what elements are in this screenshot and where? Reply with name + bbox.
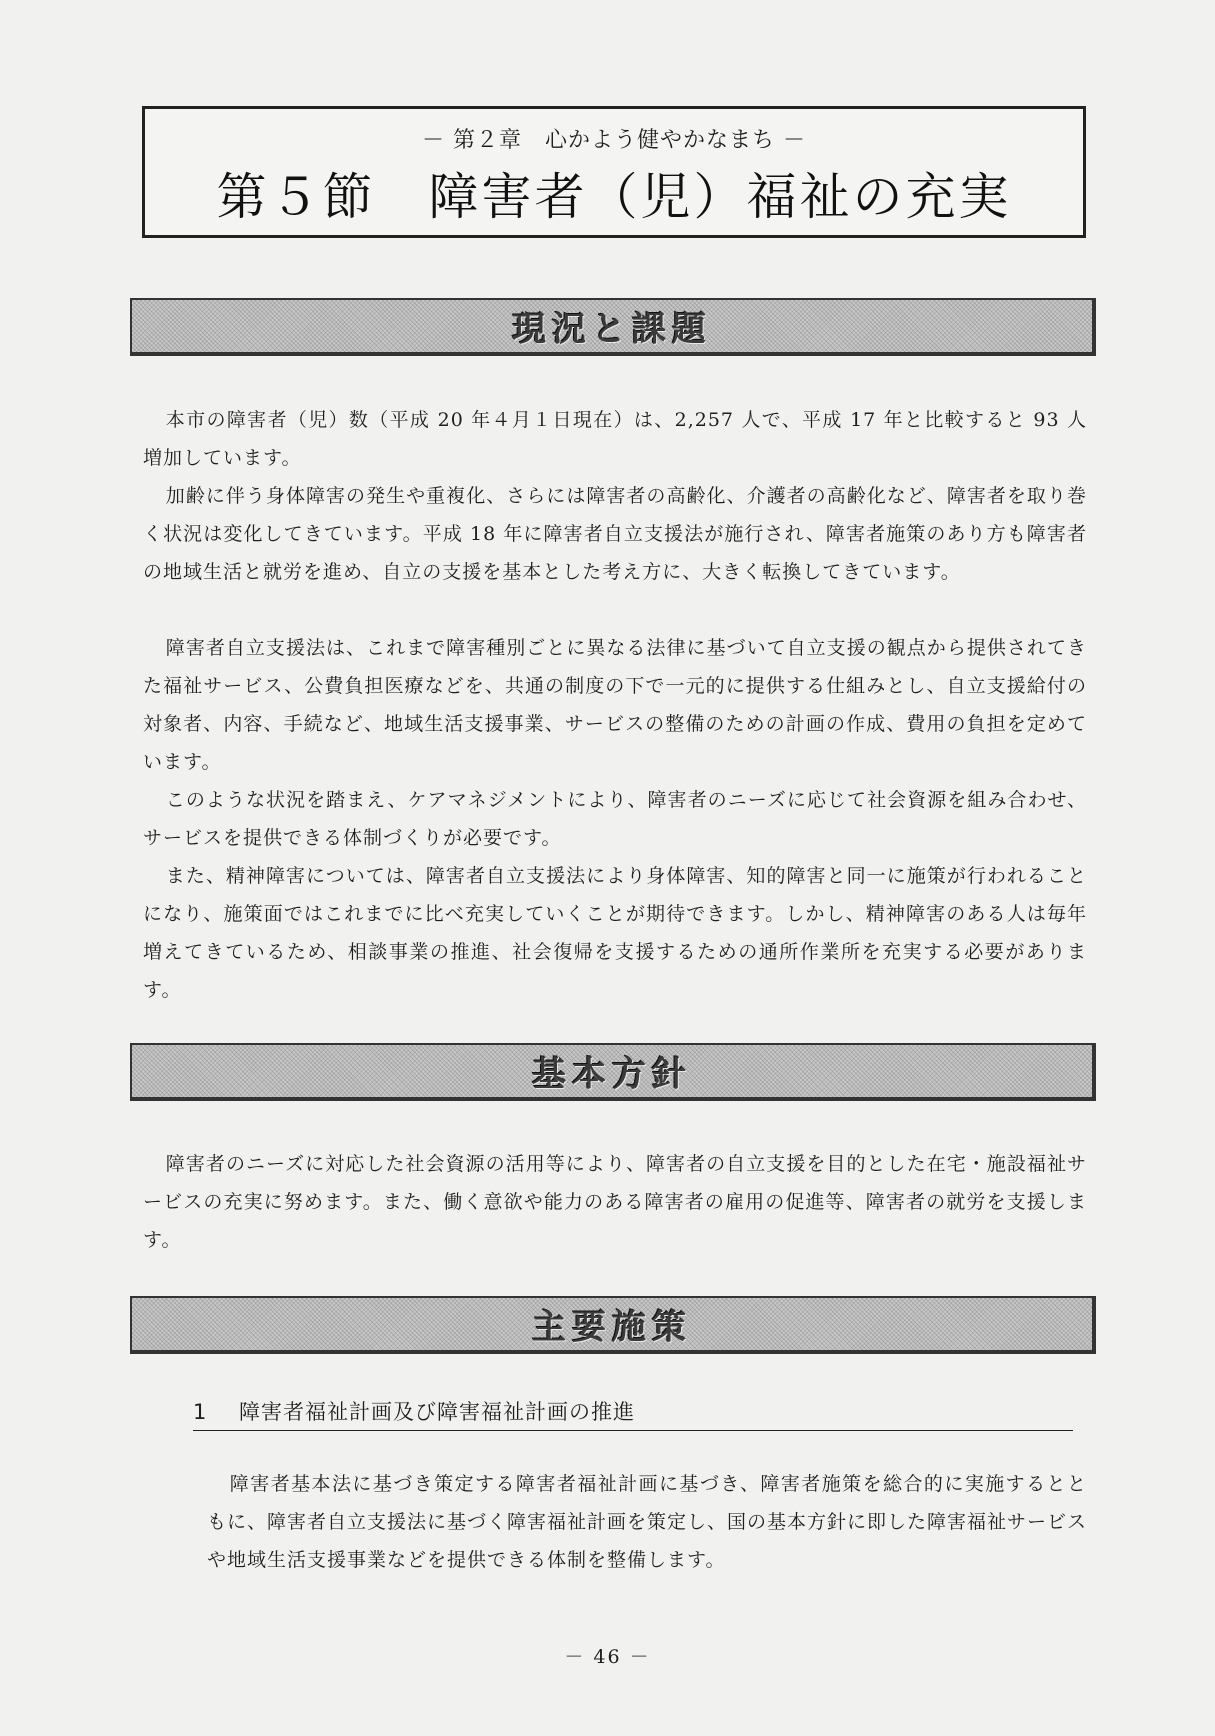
banner-heading: 主要施策: [532, 1307, 692, 1348]
banner-heading: 基本方針: [532, 1054, 692, 1095]
paragraph: このような状況を踏まえ、ケアマネジメントにより、障害者のニーズに応じて社会資源を組み合わせ、サービスを提供できる体制づくりが必要です。: [143, 789, 1087, 849]
chapter-label: － 第２章 心かよう健やかなまち －: [422, 128, 806, 153]
section-banner-current-situation: [130, 298, 1096, 356]
measure-title: 障害者福祉計画及び障害福祉計画の推進: [239, 1400, 635, 1424]
title-box: [142, 106, 1086, 238]
paragraph: 障害者のニーズに対応した社会資源の活用等により、障害者の自立支援を目的とした在宅・施設福祉サービスの充実に努めます。また、働く意欲や能力のある障害者の雇用の促進等、障害者の就労を支援します。: [143, 1153, 1087, 1251]
page-number: － 46 －: [564, 1646, 651, 1668]
banner-heading: 現況と課題: [512, 309, 712, 350]
paragraph: 障害者自立支援法は、これまで障害種別ごとに異なる法律に基づいて自立支援の観点から提供されてきた福祉サービス、公費負担医療などを、共通の制度の下で一元的に提供する仕組みとし、自立支援給付の対象者、内容、手続など、地域生活支援事業、サービスの整備のための計画の作成、費用の負担を定めています。: [143, 637, 1087, 773]
measure-paragraph: 障害者基本法に基づき策定する障害者福祉計画に基づき、障害者施策を総合的に実施するとともに、障害者自立支援法に基づく障害福祉計画を策定し、国の基本方針に即した障害福祉サービスや地域生活支援事業などを提供できる体制を整備します。: [207, 1473, 1088, 1571]
section-title: 第５節 障害者（児）福祉の充実: [216, 168, 1012, 226]
section-banner-basic-policy: [130, 1043, 1096, 1101]
measure-number: 1: [193, 1400, 208, 1424]
paragraph: また、精神障害については、障害者自立支援法により身体障害、知的障害と同一に施策が行われることになり、施策面ではこれまでに比べ充実していくことが期待できます。しかし、精神障害のある人は毎年増えてきているため、相談事業の推進、社会復帰を支援するための通所作業所を充実する必要があります。: [143, 865, 1087, 1001]
paragraph: 本市の障害者（児）数（平成 20 年４月１日現在）は、2,257 人で、平成 17 年と比較すると 93 人増加しています。: [143, 409, 1087, 469]
measure-heading: [193, 1396, 1073, 1431]
paragraph: 加齢に伴う身体障害の発生や重複化、さらには障害者の高齢化、介護者の高齢化など、障害者を取り巻く状況は変化してきています。平成 18 年に障害者自立支援法が施行され、障害者施策のあり方も障害者の地域生活と就労を進め、自立の支援を基本とした考え方に、大きく転換してきています。: [143, 485, 1087, 583]
section-banner-key-measures: [130, 1296, 1096, 1354]
